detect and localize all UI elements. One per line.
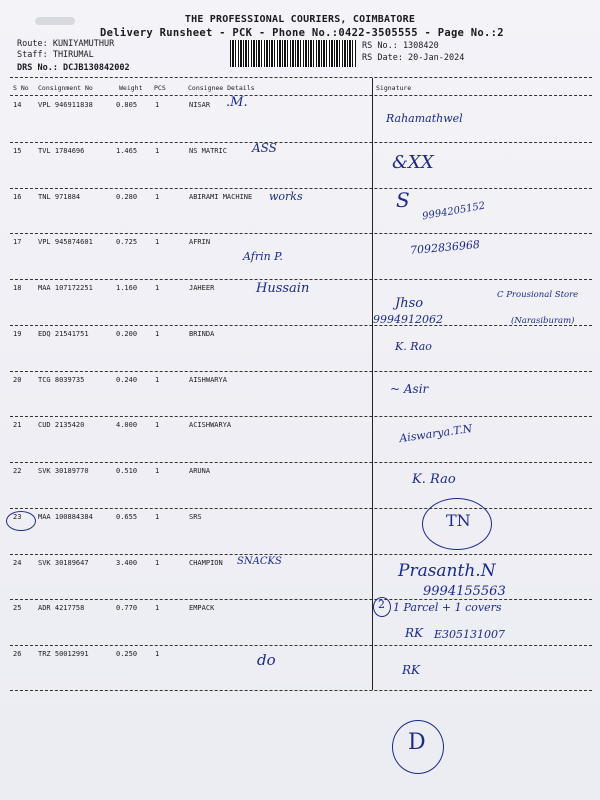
row-separator [10, 416, 592, 417]
cell-weight: 0.510 [116, 467, 138, 475]
cell-pcs: 1 [155, 238, 160, 246]
drs-number: DRS No.: DCJB130842002 [17, 63, 130, 73]
cell-sno: 22 [13, 467, 22, 475]
cell-consignee: NS MATRIC [189, 147, 227, 155]
barcode [230, 40, 356, 67]
cell-pcs: 1 [155, 101, 160, 109]
cell-consignee: ARUNA [189, 467, 211, 475]
cell-consignee: SRS [189, 513, 202, 521]
cell-consignee: JAHEER [189, 284, 215, 292]
hand-name-18: Hussain [256, 281, 310, 296]
cell-consignee: NISAR [189, 101, 211, 109]
cell-consignment: ADR 4217758 [38, 604, 85, 612]
cell-consignment: SVK 30189770 [38, 467, 89, 475]
cell-weight: 0.200 [116, 330, 138, 338]
hand-phone-24: 9994155563 [423, 584, 506, 599]
hand-count-25: 2 [378, 598, 385, 611]
cell-pcs: 1 [155, 421, 160, 429]
col-sno: S No [13, 84, 29, 92]
cell-sno: 20 [13, 376, 22, 384]
cell-weight: 1.465 [116, 147, 138, 155]
cell-consignment: VPL 945874601 [38, 238, 93, 246]
col-weight: Weight [119, 84, 143, 92]
header-rule-top [10, 77, 592, 78]
cell-consignment: MAA 100884384 [38, 513, 93, 521]
cell-weight: 0.655 [116, 513, 138, 521]
row-separator [10, 142, 592, 143]
hand-mark-14: .M. [226, 95, 248, 110]
hand-sign-19: K. Rao [395, 340, 432, 353]
cell-sno: 23 [13, 513, 22, 521]
route-label: Route: KUNIYAMUTHUR [17, 39, 115, 49]
company-title: THE PROFESSIONAL COURIERS, COIMBATORE [184, 14, 416, 25]
cell-consignment: VPL 946911838 [38, 101, 93, 109]
row-separator [10, 462, 592, 463]
cell-weight: 0.725 [116, 238, 138, 246]
cell-consignee: EMPACK [189, 604, 215, 612]
cell-pcs: 1 [155, 147, 160, 155]
hand-store-18: C Prousional Store [497, 290, 579, 300]
hand-note-16: works [269, 190, 303, 203]
cell-weight: 3.400 [116, 559, 138, 567]
cell-pcs: 1 [155, 467, 160, 475]
cell-sno: 17 [13, 238, 22, 246]
cell-pcs: 1 [155, 513, 160, 521]
cell-sno: 15 [13, 147, 22, 155]
hand-sign-23: TN [446, 511, 471, 530]
row-separator [10, 279, 592, 280]
cell-pcs: 1 [155, 376, 160, 384]
cell-pcs: 1 [155, 559, 160, 567]
row-separator [10, 599, 592, 600]
row-separator [10, 188, 592, 189]
hand-scribble-15: ASS [252, 141, 277, 155]
hand-name-17: Afrin P. [243, 250, 283, 263]
col-consignee: Consignee Details [188, 84, 255, 92]
cell-consignment: CUD 2135420 [38, 421, 85, 429]
cell-sno: 24 [13, 559, 22, 567]
cell-sno: 19 [13, 330, 22, 338]
col-signature: Signature [376, 84, 412, 92]
hand-sign-16: S [396, 188, 410, 212]
hand-initials-25: RK [405, 626, 423, 640]
row-separator [10, 645, 592, 646]
cell-consignment: TNL 971884 [38, 193, 81, 201]
cell-consignee: BRINDA [189, 330, 215, 338]
cell-consignment: TRZ 50012991 [38, 650, 89, 658]
header-rule-bottom [10, 95, 592, 96]
rs-date: RS Date: 20-Jan-2024 [362, 53, 465, 63]
runsheet-title: Delivery Runsheet - PCK - Phone No.:0422-3505555 - Page No.:2 [100, 27, 504, 39]
hand-sign-18: Jhso [395, 296, 424, 311]
row-separator [10, 508, 592, 509]
hand-area-18: (Narasiburam) [511, 316, 575, 326]
col-pcs: PCS [154, 84, 166, 92]
hand-name-24: Prasanth.N [398, 561, 496, 581]
hand-initials-26: RK [402, 663, 420, 677]
row-separator [10, 690, 592, 691]
cell-sno: 14 [13, 101, 22, 109]
cell-weight: 0.240 [116, 376, 138, 384]
hand-ditto-26: do [257, 651, 276, 669]
cell-consignee: AISHWARYA [189, 376, 227, 384]
row-separator [10, 325, 592, 326]
cell-pcs: 1 [155, 193, 160, 201]
cell-consignee: ABIRAMI MACHINE [189, 193, 253, 201]
hand-phone-17: 7092836968 [409, 237, 481, 258]
hand-note-24: SNACKS [237, 556, 282, 567]
row-separator [10, 554, 592, 555]
cell-pcs: 1 [155, 604, 160, 612]
circled-sno-23 [6, 511, 36, 531]
cell-weight: 1.160 [116, 284, 138, 292]
cell-consignment: EDQ 21541751 [38, 330, 89, 338]
hand-sign-15: &XX [392, 152, 434, 173]
cell-weight: 0.250 [116, 650, 138, 658]
cell-consignment: TVL 1784696 [38, 147, 85, 155]
cell-pcs: 1 [155, 284, 160, 292]
hand-number-25: E305131007 [434, 628, 506, 641]
cell-weight: 4.000 [116, 421, 138, 429]
hand-phone-18: 9994912062 [373, 313, 443, 326]
cell-consignment: TCG 8039735 [38, 376, 85, 384]
hand-sign-22: K. Rao [412, 472, 456, 487]
hand-sign-14: Rahamathwel [386, 112, 463, 125]
hand-parcel-25: 1 Parcel + 1 covers [393, 601, 502, 614]
cell-consignee: CHAMPION [189, 559, 223, 567]
staff-label: Staff: THIRUMAL [17, 50, 94, 60]
cell-sno: 25 [13, 604, 22, 612]
cell-weight: 0.280 [116, 193, 138, 201]
cell-weight: 0.770 [116, 604, 138, 612]
row-separator [10, 233, 592, 234]
footer-mark: D [408, 730, 426, 755]
cell-sno: 18 [13, 284, 22, 292]
cell-consignee: ACISHWARYA [189, 421, 232, 429]
cell-sno: 21 [13, 421, 22, 429]
cell-sno: 16 [13, 193, 22, 201]
hand-sign-21: Aiswarya.T.N [398, 421, 474, 446]
cell-consignment: SVK 30189647 [38, 559, 89, 567]
row-separator [10, 371, 592, 372]
cell-sno: 26 [13, 650, 22, 658]
cell-pcs: 1 [155, 650, 160, 658]
hand-sign-20: ~ Asir [390, 382, 429, 396]
hand-phone-16: 9994205152 [421, 200, 487, 223]
cell-pcs: 1 [155, 330, 160, 338]
cell-consignment: MAA 107172251 [38, 284, 93, 292]
cell-consignee: AFRIN [189, 238, 211, 246]
col-consignment: Consignment No [38, 84, 93, 92]
cell-weight: 0.805 [116, 101, 138, 109]
rs-number: RS No.: 1308420 [362, 41, 439, 51]
